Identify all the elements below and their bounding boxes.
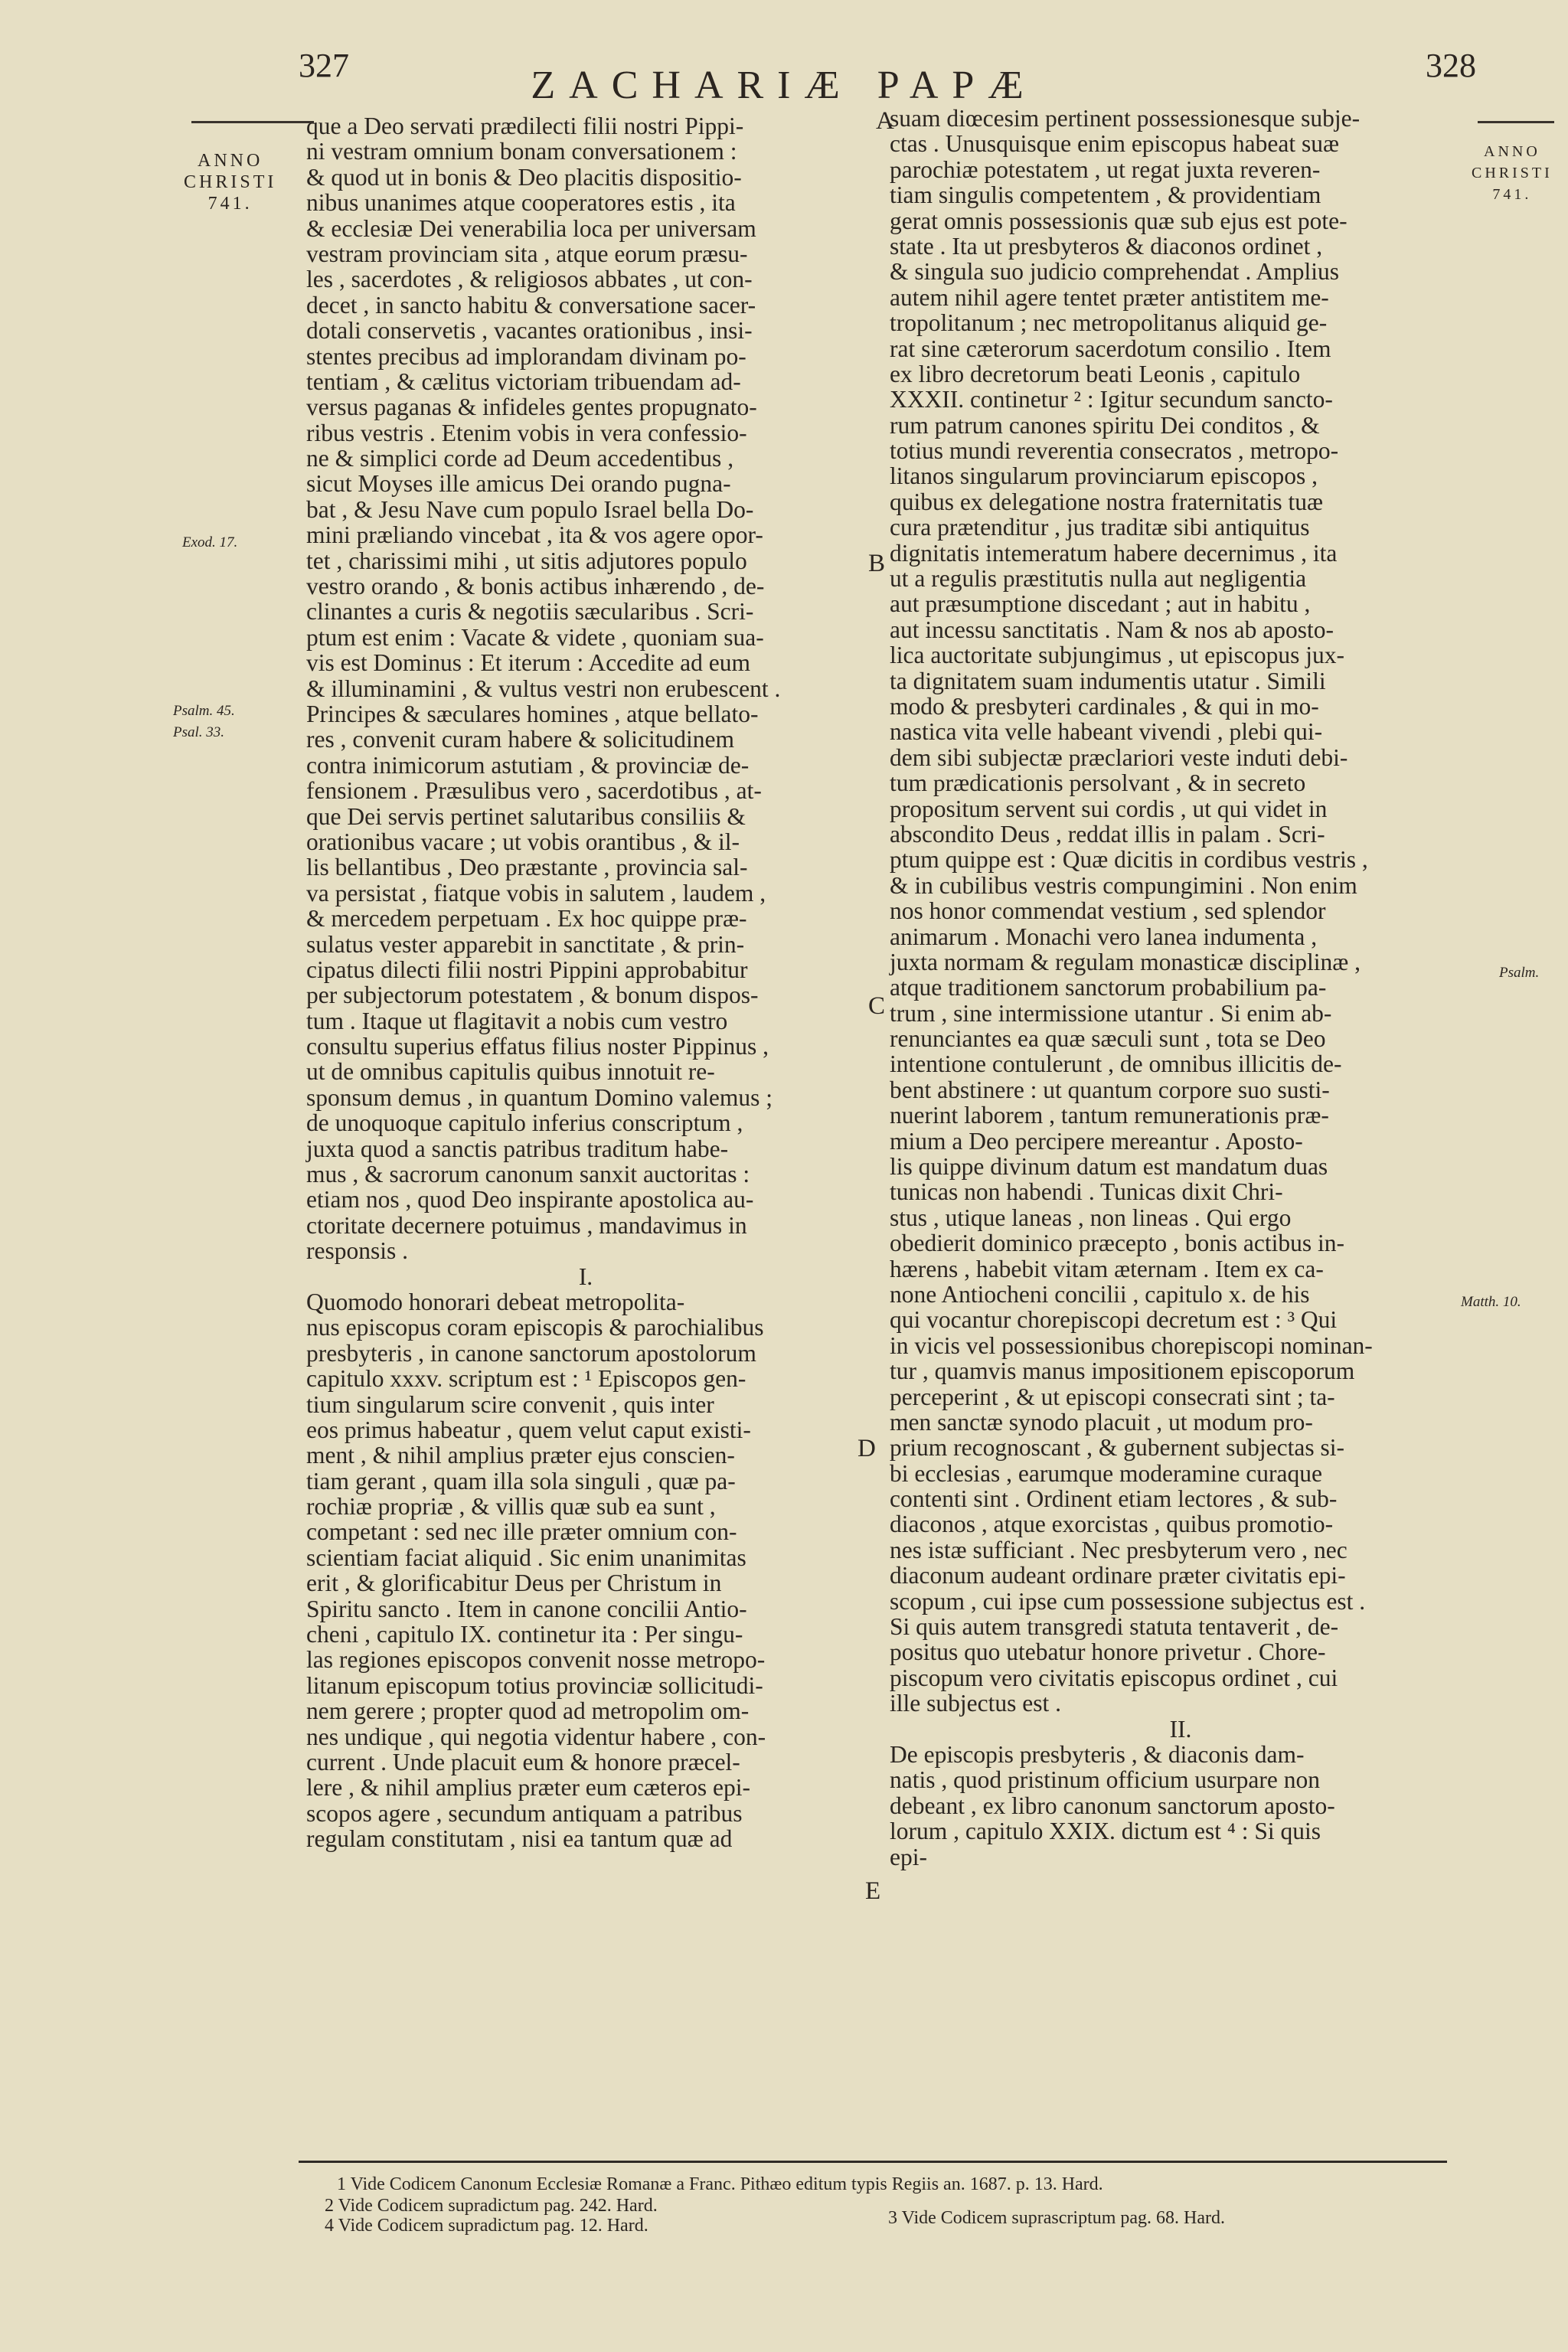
- running-title: ZACHARIÆ PAPÆ: [531, 64, 1037, 107]
- text-line: stentes precibus ad implorandam divinam po-: [306, 342, 746, 370]
- text-line: lis bellantibus , Deo præstante , provincia sal-: [306, 854, 748, 881]
- header-rule-right: [1478, 121, 1554, 123]
- text-line: none Antiocheni concilii , capitulo x. de his: [890, 1280, 1310, 1308]
- text-line: & singula suo judicio comprehendat . Amplius: [890, 258, 1340, 286]
- text-line: ctoritate decernere potuimus , mandavimus in: [306, 1211, 747, 1239]
- text-line: propositum servent sui cordis , ut qui videt in: [890, 795, 1328, 822]
- text-line: tet , charissimi mihi , ut sitis adjutores populo: [306, 547, 747, 574]
- footnote: 1 Vide Codicem Canonum Ecclesiæ Romanæ a Franc. Pithæo editum typis Regiis an. 1687. p. 13. Hard.: [337, 2174, 1103, 2194]
- text-line: juxta normam & regulam monasticæ disciplinæ ,: [890, 948, 1361, 975]
- text-line: cheni , capitulo IX. continetur ita : Per singu-: [306, 1621, 743, 1648]
- text-line: tum prædicationis persolvant , & in secreto: [890, 769, 1306, 797]
- text-line: responsis .: [306, 1237, 408, 1265]
- text-line: consultu superius effatus filius noster Pippinus ,: [306, 1033, 769, 1060]
- text-line: bat , & Jesu Nave cum populo Israel bella Do-: [306, 495, 754, 523]
- text-line: gerat omnis possessionis quæ sub ejus est pote-: [890, 207, 1348, 234]
- text-line: competant : sed nec ille præter omnium con-: [306, 1518, 737, 1546]
- text-line: dem sibi subjectæ præclariori veste induti debi-: [890, 743, 1348, 771]
- text-line: scopos agere , secundum antiquam a patribus: [306, 1799, 743, 1827]
- section-mark: C: [868, 992, 886, 1020]
- text-line: vestro orando , & bonis actibus inhærendo , de-: [306, 573, 765, 600]
- text-line: & in cubilibus vestris compungimini . Non enim: [890, 871, 1357, 899]
- text-line: piscopum vero civitatis episcopus ordinet , cui: [890, 1664, 1338, 1691]
- text-line: tiam gerant , quam illa sola singuli , quæ pa-: [306, 1467, 736, 1494]
- text-line: juxta quod a sanctis patribus traditum habe-: [306, 1135, 729, 1162]
- text-line: dignitatis intemeratum habere decernimus , ita: [890, 539, 1338, 567]
- text-line: lica auctoritate subjungimus , ut episcopus jux-: [890, 642, 1345, 669]
- text-line: fensionem . Præsulibus vero , sacerdotibus , at-: [306, 777, 762, 805]
- text-line: Quomodo honorari debeat metropolita-: [306, 1288, 685, 1315]
- text-line: totius mundi reverentia consecratos , metropo-: [890, 437, 1339, 465]
- text-line: nes undique , qui negotia videntur habere , con-: [306, 1723, 766, 1750]
- year-note-left: [184, 150, 276, 214]
- text-line: positus quo utebatur honore privetur . Chore-: [890, 1638, 1326, 1666]
- text-line: mium a Deo percipere mereantur . Aposto-: [890, 1127, 1303, 1155]
- text-line: rat sine cæterorum sacerdotum consilio . Item: [890, 335, 1331, 362]
- text-line: que Dei servis pertinet salutaribus consiliis &: [306, 802, 746, 830]
- text-line: nem gerere ; propter quod ad metropolim om-: [306, 1697, 750, 1725]
- page-number-right: 328: [1426, 47, 1476, 84]
- text-line: orationibus vacare ; ut vobis orantibus , & il-: [306, 828, 740, 855]
- text-line: nuerint laborem , tantum remunerationis præ-: [890, 1102, 1329, 1129]
- text-line: va persistat , fiatque vobis in salutem , laudem ,: [306, 879, 766, 906]
- text-line: ribus vestris . Etenim vobis in vera confessio-: [306, 419, 747, 446]
- text-line: hærens , habebit vitam æternam . Item ex ca-: [890, 1255, 1324, 1282]
- text-line: nibus unanimes atque cooperatores estis , ita: [306, 189, 736, 217]
- text-line: regulam constitutam , nisi ea tantum quæ ad: [306, 1825, 733, 1853]
- text-line: vis est Dominus : Et iterum : Accedite ad eum: [306, 649, 751, 677]
- footnote: 3 Vide Codicem suprascriptum pag. 68. Hard.: [888, 2208, 1226, 2228]
- text-line: capitulo xxxv. scriptum est : ¹ Episcopos gen-: [306, 1365, 746, 1393]
- text-line: perceperint , & ut episcopi consecrati sint ; ta-: [890, 1383, 1335, 1410]
- text-line: bi ecclesias , earumque moderamine curaque: [890, 1459, 1322, 1487]
- footnote-rule: [299, 2161, 1447, 2163]
- text-line: & ecclesiæ Dei venerabilia loca per universam: [306, 214, 756, 242]
- year-label: CHRISTI: [1472, 165, 1553, 181]
- text-line: tentiam , & cælitus victoriam tribuendam ad-: [306, 368, 741, 395]
- text-line: animarum . Monachi vero lanea indumenta ,: [890, 923, 1318, 950]
- text-line: cura prætenditur , jus traditæ sibi antiquitus: [890, 514, 1310, 541]
- text-line: modo & presbyteri cardinales , & qui in mo-: [890, 692, 1319, 720]
- text-line: Spiritu sancto . Item in canone concilii Antio-: [306, 1595, 747, 1622]
- section-mark: E: [865, 1877, 881, 1905]
- text-line: aut præsumptione discedant ; aut in habitu ,: [890, 590, 1311, 618]
- text-line: & quod ut in bonis & Deo placitis dispositio-: [306, 163, 742, 191]
- text-line: current . Unde placuit eum & honore præcel-: [306, 1749, 740, 1775]
- text-line: nes istæ sufficiant . Nec presbyterum vero , nec: [890, 1536, 1348, 1563]
- text-line: presbyteris , in canone sanctorum apostolorum: [306, 1339, 756, 1367]
- right-column: [890, 106, 1472, 1870]
- text-line: etiam nos , quod Deo inspirante apostolica au-: [306, 1186, 754, 1214]
- text-line: mus , & sacrorum canonum sanxit auctoritas :: [306, 1161, 750, 1188]
- text-line: versus paganas & infideles gentes propugnato-: [306, 394, 757, 421]
- text-line: res , convenit curam habere & solicitudinem: [306, 726, 734, 753]
- text-line: sulatus vester apparebit in sanctitate , & prin-: [306, 930, 745, 958]
- text-line: prium recognoscant , & gubernent subjectas si-: [890, 1434, 1344, 1462]
- text-line: ex libro decretorum beati Leonis , capitulo: [890, 360, 1301, 387]
- text-line: ptum quippe est : Quæ dicitis in cordibus vestris ,: [890, 846, 1368, 874]
- text-line: las regiones episcopos convenit nosse metropo-: [306, 1646, 766, 1674]
- text-line: Si quis autem transgredi statuta tentaverit , de-: [890, 1613, 1339, 1641]
- text-line: atque traditionem sanctorum probabilium pa-: [890, 974, 1327, 1001]
- text-line: Principes & sæculares homines , atque bellato-: [306, 700, 759, 727]
- text-line: aut incessu sanctitatis . Nam & nos ab aposto-: [890, 616, 1334, 643]
- text-line: diaconum audeant ordinare præter civitatis epi-: [890, 1562, 1346, 1589]
- left-column: [306, 113, 865, 1852]
- text-line: tunicas non habendi . Tunicas dixit Chri-: [890, 1178, 1283, 1206]
- year-label: 741.: [207, 194, 253, 214]
- text-line: clinantes a curis & negotiis sæcularibus . Scri-: [306, 598, 754, 626]
- text-line: les , sacerdotes , & religiosos abbates , ut con-: [306, 266, 753, 293]
- year-label: CHRISTI: [184, 172, 277, 192]
- text-line: tiam singulis competentem , & providentiam: [890, 181, 1321, 209]
- margin-ref: Psalm. 45.: [173, 703, 235, 719]
- text-line: & illuminamini , & vultus vestri non erubescent .: [306, 675, 781, 702]
- text-line: litanos singularum provinciarum episcopos ,: [890, 462, 1318, 490]
- text-line: cipatus dilecti filii nostri Pippini approbabitur: [306, 956, 748, 983]
- text-line: que a Deo servati prædilecti filii nostri Pippi-: [306, 113, 744, 139]
- text-line: men sanctæ synodo placuit , ut modum pro-: [890, 1408, 1313, 1436]
- header-rule-left: [191, 121, 314, 123]
- text-line: obedierit dominico præcepto , bonis actibus in-: [890, 1230, 1345, 1257]
- footnote: 2 Vide Codicem supradictum pag. 242. Hard.: [325, 2196, 658, 2216]
- text-line: intentione contulerunt , de omnibus illicitis de-: [890, 1050, 1342, 1078]
- text-line: rum patrum canones spiritu Dei conditos , &: [890, 411, 1320, 439]
- footnote: 4 Vide Codicem supradictum pag. 12. Hard.: [325, 2216, 648, 2236]
- text-line: natis , quod pristinum officium usurpare non: [890, 1766, 1320, 1794]
- text-line: & mercedem perpetuam . Ex hoc quippe præ-: [306, 905, 747, 933]
- text-line: qui vocantur chorepiscopi decretum est : ³ Qui: [890, 1306, 1338, 1334]
- section-mark: B: [868, 550, 886, 577]
- year-label: ANNO: [1484, 143, 1540, 160]
- text-line: stus , utique laneas , non lineas . Qui ergo: [890, 1204, 1292, 1231]
- text-line: ptum est enim : Vacate & videte , quoniam sua-: [306, 623, 764, 651]
- text-line: trum , sine intermissione utantur . Si enim ab-: [890, 999, 1332, 1027]
- text-line: De episcopis presbyteris , & diaconis dam-: [890, 1741, 1305, 1768]
- year-note-right: [1472, 141, 1553, 205]
- text-line: abscondito Deus , reddat illis in palam . Scri-: [890, 820, 1325, 848]
- margin-ref: Exod. 17.: [182, 534, 238, 550]
- text-line: tur , quamvis manus impositionem episcoporum: [890, 1357, 1355, 1385]
- text-line: mini præliando vincebat , ita & vos agere opor-: [306, 521, 763, 549]
- text-line: ille subjectus est .: [890, 1690, 1061, 1717]
- text-line: ne & simplici corde ad Deum accedentibus ,: [306, 445, 734, 472]
- text-line: contra inimicorum astutiam , & provinciæ de-: [306, 751, 750, 779]
- text-line: eos primus habeatur , quem velut caput existi-: [306, 1416, 751, 1443]
- text-line: ni vestram omnium bonam conversationem :: [306, 138, 737, 165]
- text-line: scopum , cui ipse cum possessione subjectus est .: [890, 1587, 1366, 1615]
- margin-ref: Psalm.: [1499, 965, 1540, 981]
- text-line: II.: [1169, 1715, 1192, 1743]
- text-line: lere , & nihil amplius præter eum cæteros epi-: [306, 1774, 750, 1802]
- text-line: erit , & glorificabitur Deus per Christum in: [306, 1570, 722, 1597]
- text-line: in vicis vel possessionibus chorepiscopi nominan-: [890, 1331, 1373, 1359]
- text-line: sicut Moyses ille amicus Dei orando pugna-: [306, 470, 731, 498]
- text-line: I.: [578, 1263, 593, 1290]
- text-line: tium singularum scire convenit , quis inter: [306, 1390, 714, 1418]
- text-line: contenti sint . Ordinent etiam lectores , & sub-: [890, 1485, 1338, 1513]
- text-line: tropolitanum ; nec metropolitanus aliquid ge-: [890, 309, 1328, 337]
- text-line: nastica vita velle habeant vivendi , plebi qui-: [890, 718, 1323, 746]
- text-line: autem nihil agere tentet præter antistitem me-: [890, 283, 1329, 311]
- text-line: litanum episcopum totius provinciæ sollicitudi-: [306, 1671, 763, 1699]
- text-line: renunciantes ea quæ sæculi sunt , tota se Deo: [890, 1025, 1326, 1053]
- margin-ref: Psal. 33.: [173, 724, 225, 740]
- text-line: ctas . Unusquisque enim episcopus habeat suæ: [890, 130, 1340, 158]
- text-line: lorum , capitulo XXIX. dictum est ⁴ : Si quis: [890, 1818, 1321, 1845]
- text-line: ta dignitatem suam indumentis utatur . Simili: [890, 667, 1326, 694]
- section-mark: D: [858, 1435, 876, 1462]
- text-line: ut de omnibus capitulis quibus innotuit re-: [306, 1058, 715, 1086]
- section-mark: A: [876, 107, 894, 135]
- text-line: sponsum demus , in quantum Domino valemus ;: [306, 1083, 773, 1111]
- text-line: parochiæ potestatem , ut regat juxta reveren-: [890, 155, 1321, 183]
- margin-ref: Matth. 10.: [1461, 1294, 1521, 1310]
- text-line: ut a regulis præstitutis nulla aut negligentia: [890, 565, 1307, 593]
- text-line: ment , & nihil amplius præter ejus conscien-: [306, 1442, 735, 1469]
- text-line: XXXII. continetur ² : Igitur secundum sancto-: [890, 386, 1333, 413]
- text-line: debeant , ex libro canonum sanctorum aposto-: [890, 1792, 1335, 1819]
- text-line: de unoquoque capitulo inferius conscriptum ,: [306, 1109, 743, 1137]
- year-label: 741.: [1492, 186, 1532, 203]
- page-number-left: 327: [299, 47, 349, 84]
- text-line: dotali conservetis , vacantes orationibus , insi-: [306, 317, 753, 345]
- text-line: bent abstinere : ut quantum corpore suo susti-: [890, 1076, 1330, 1103]
- text-line: diaconos , atque exorcistas , quibus promotio-: [890, 1511, 1334, 1538]
- text-line: scientiam faciat aliquid . Sic enim unanimitas: [306, 1544, 746, 1571]
- text-line: state . Ita ut presbyteros & diaconos ordinet ,: [890, 232, 1323, 260]
- text-line: tum . Itaque ut flagitavit a nobis cum vestro: [306, 1007, 728, 1034]
- text-line: per subjectorum potestatem , & bonum dispos-: [306, 982, 759, 1009]
- text-line: quibus ex delegatione nostra fraternitatis tuæ: [890, 488, 1323, 515]
- year-label: ANNO: [198, 151, 263, 171]
- text-line: lis quippe divinum datum est mandatum duas: [890, 1153, 1328, 1181]
- text-line: epi-: [890, 1843, 927, 1870]
- text-line: nos honor commendat vestium , sed splendor: [890, 897, 1326, 925]
- text-line: decet , in sancto habitu & conversatione sacer-: [306, 291, 756, 318]
- text-line: nus episcopus coram episcopis & parochialibus: [306, 1314, 764, 1341]
- text-line: rochiæ propriæ , & villis quæ sub ea sunt ,: [306, 1493, 716, 1521]
- text-line: suam diœcesim pertinent possessionesque subje-: [890, 105, 1361, 132]
- text-line: vestram provinciam sita , atque eorum præsu-: [306, 240, 748, 267]
